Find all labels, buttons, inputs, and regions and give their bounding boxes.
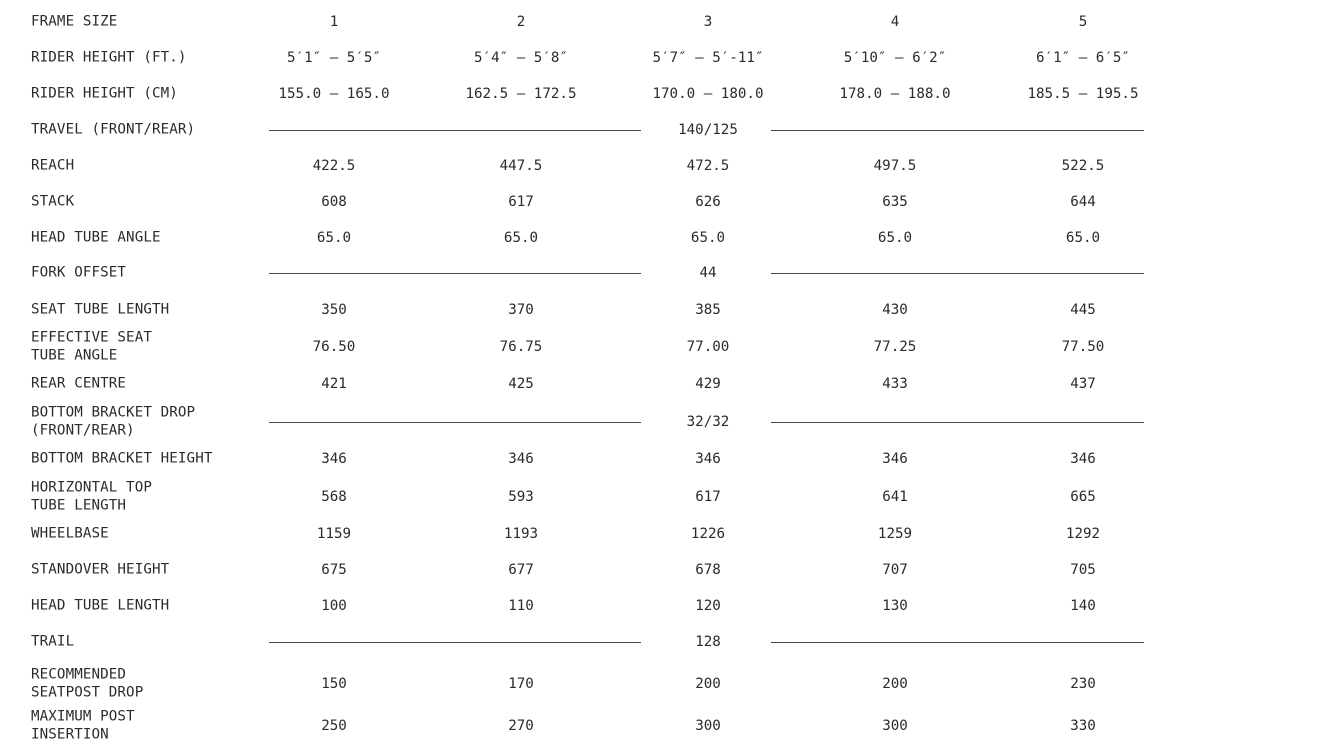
- size-2-value: 617: [508, 194, 534, 210]
- size-1-value: 100: [321, 598, 347, 614]
- size-5-value: 522.5: [1061, 158, 1105, 174]
- size-3-value: 346: [695, 451, 721, 467]
- size-2-value: 447.5: [499, 158, 543, 174]
- size-1-value: 422.5: [312, 158, 356, 174]
- size-4-value: 300: [882, 718, 908, 734]
- size-2-value: 1193: [503, 526, 539, 542]
- size-2-value: 76.75: [499, 339, 543, 355]
- size-2-value: 110: [508, 598, 534, 614]
- size-4-value: 497.5: [873, 158, 917, 174]
- size-5-value: 330: [1070, 718, 1096, 734]
- size-2-value: 5′4″ – 5′8″: [474, 50, 568, 66]
- size-1-header: 1: [329, 14, 339, 30]
- size-1-value: 5′1″ – 5′5″: [287, 50, 381, 66]
- size-5-value: 140: [1070, 598, 1096, 614]
- size-5-value: 705: [1070, 562, 1096, 578]
- size-4-value: 641: [882, 489, 908, 505]
- size-2-value: 270: [508, 718, 534, 734]
- span-divider-line: [269, 130, 641, 131]
- size-1-value: 250: [321, 718, 347, 734]
- size-4-value: 77.25: [873, 339, 917, 355]
- effective-seat-tube-angle-label: EFFECTIVE SEAT TUBE ANGLE: [31, 329, 152, 363]
- size-4-value: 178.0 – 188.0: [839, 86, 951, 102]
- size-3-header: 3: [703, 14, 713, 30]
- size-5-value: 346: [1070, 451, 1096, 467]
- size-5-value: 6′1″ – 6′5″: [1036, 50, 1130, 66]
- size-4-value: 5′10″ – 6′2″: [843, 50, 947, 66]
- span-divider-line: [771, 273, 1144, 274]
- size-4-value: 433: [882, 376, 908, 392]
- span-divider-line: [771, 130, 1144, 131]
- stack-label: STACK: [31, 193, 75, 210]
- size-3-value: 617: [695, 489, 721, 505]
- size-3-value: 300: [695, 718, 721, 734]
- standover-height-label: STANDOVER HEIGHT: [31, 561, 170, 578]
- fork-offset-label: FORK OFFSET: [31, 264, 127, 281]
- size-3-value: 385: [695, 302, 721, 318]
- size-5-value: 65.0: [1065, 230, 1101, 246]
- size-5-value: 185.5 – 195.5: [1027, 86, 1139, 102]
- size-1-value: 568: [321, 489, 347, 505]
- size-2-value: 370: [508, 302, 534, 318]
- size-3-value: 678: [695, 562, 721, 578]
- size-3-value: 120: [695, 598, 721, 614]
- size-5-value: 230: [1070, 676, 1096, 692]
- span-divider-line: [269, 642, 641, 643]
- size-4-value: 130: [882, 598, 908, 614]
- bottom-bracket-drop-front-rear-label: BOTTOM BRACKET DROP (FRONT/REAR): [31, 404, 196, 438]
- size-1-value: 421: [321, 376, 347, 392]
- head-tube-angle-label: HEAD TUBE ANGLE: [31, 229, 161, 246]
- size-3-value: 626: [695, 194, 721, 210]
- size-3-value: 5′7″ – 5′-11″: [652, 50, 764, 66]
- travel-front-rear-label: TRAVEL (FRONT/REAR): [31, 121, 196, 138]
- size-3-value: 170.0 – 180.0: [652, 86, 764, 102]
- head-tube-length-label: HEAD TUBE LENGTH: [31, 597, 170, 614]
- size-2-value: 677: [508, 562, 534, 578]
- size-3-value: 77.00: [686, 339, 730, 355]
- size-4-value: 1259: [877, 526, 913, 542]
- size-5-value: 665: [1070, 489, 1096, 505]
- size-1-value: 350: [321, 302, 347, 318]
- shared-value: 44: [699, 265, 717, 281]
- horizontal-top-tube-length-label: HORIZONTAL TOP TUBE LENGTH: [31, 479, 152, 513]
- size-2-value: 346: [508, 451, 534, 467]
- shared-value: 128: [695, 634, 721, 650]
- seat-tube-length-label: SEAT TUBE LENGTH: [31, 301, 170, 318]
- size-4-value: 707: [882, 562, 908, 578]
- rider-height-cm-label: RIDER HEIGHT (CM): [31, 85, 178, 102]
- shared-value: 32/32: [686, 414, 730, 430]
- shared-value: 140/125: [678, 122, 738, 138]
- size-2-header: 2: [516, 14, 526, 30]
- size-2-value: 593: [508, 489, 534, 505]
- size-1-value: 1159: [316, 526, 352, 542]
- rear-centre-label: REAR CENTRE: [31, 375, 127, 392]
- rider-height-ft-label: RIDER HEIGHT (FT.): [31, 49, 187, 66]
- recommended-seatpost-drop-label: RECOMMENDED SEATPOST DROP: [31, 666, 144, 700]
- size-4-value: 430: [882, 302, 908, 318]
- span-divider-line: [771, 642, 1144, 643]
- size-4-value: 65.0: [877, 230, 913, 246]
- size-3-value: 200: [695, 676, 721, 692]
- size-4-value: 346: [882, 451, 908, 467]
- size-2-value: 425: [508, 376, 534, 392]
- size-4-value: 200: [882, 676, 908, 692]
- wheelbase-label: WHEELBASE: [31, 525, 109, 542]
- reach-label: REACH: [31, 157, 75, 174]
- size-3-value: 65.0: [690, 230, 726, 246]
- size-5-value: 445: [1070, 302, 1096, 318]
- trail-label: TRAIL: [31, 633, 75, 650]
- size-1-value: 150: [321, 676, 347, 692]
- size-3-value: 472.5: [686, 158, 730, 174]
- size-1-value: 76.50: [312, 339, 356, 355]
- size-4-value: 635: [882, 194, 908, 210]
- size-5-value: 644: [1070, 194, 1096, 210]
- size-1-value: 675: [321, 562, 347, 578]
- size-1-value: 155.0 – 165.0: [278, 86, 390, 102]
- size-3-value: 1226: [690, 526, 726, 542]
- size-4-header: 4: [890, 14, 900, 30]
- size-5-value: 437: [1070, 376, 1096, 392]
- maximum-post-insertion-label: MAXIMUM POST INSERTION: [31, 708, 135, 742]
- size-2-value: 162.5 – 172.5: [465, 86, 577, 102]
- size-1-value: 346: [321, 451, 347, 467]
- span-divider-line: [269, 273, 641, 274]
- bottom-bracket-height-label: BOTTOM BRACKET HEIGHT: [31, 450, 213, 467]
- size-3-value: 429: [695, 376, 721, 392]
- size-5-value: 77.50: [1061, 339, 1105, 355]
- span-divider-line: [771, 422, 1144, 423]
- span-divider-line: [269, 422, 641, 423]
- size-1-value: 608: [321, 194, 347, 210]
- size-5-value: 1292: [1065, 526, 1101, 542]
- size-1-value: 65.0: [316, 230, 352, 246]
- size-2-value: 170: [508, 676, 534, 692]
- size-2-value: 65.0: [503, 230, 539, 246]
- frame-size-label: FRAME SIZE: [31, 13, 118, 30]
- size-5-header: 5: [1078, 14, 1088, 30]
